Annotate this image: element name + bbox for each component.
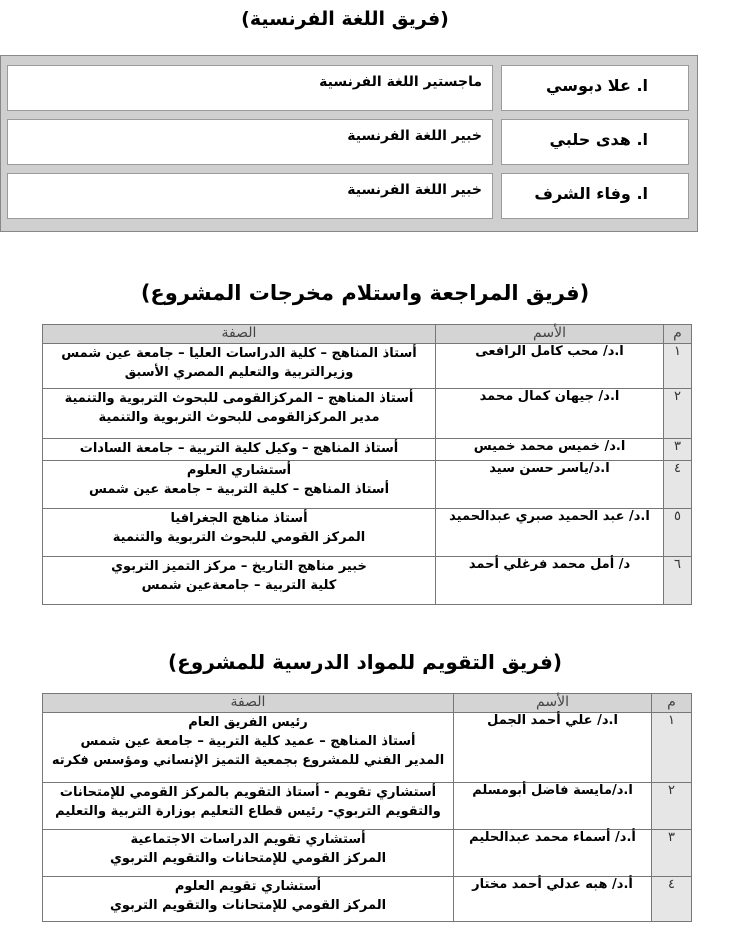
row-role: أستاذ المناهج – وكيل كلية التربية – جامعة السادات [43,439,436,461]
row-num: ١ [652,713,692,783]
table-row [43,344,692,389]
header-role: الصفة [43,325,436,344]
row-role: أستشاري تقويم الدراسات الاجتماعية المركز القومي للإمتحانات والتقويم التربوي [43,830,454,877]
row-role: أستشاري تقويم - أستاذ التقويم بالمركز القومي للإمتحانات والتقويم التربوي- رئيس قطاع التعليم بوزارة التربية والتعليم [43,783,454,830]
french-name-cell: ا. وفاء الشرف [501,173,689,219]
french-name-cell: ا. علا دبوسي [501,65,689,111]
french-name-cell: ا. هدى حلبي [501,119,689,165]
header-num: م [652,694,692,713]
french-role-cell: خبير اللغة الفرنسية [7,119,493,165]
row-role: أستاذ المناهج – كلية الدراسات العليا – جامعة عين شمس وزيرالتربية والتعليم المصري الأسبق [43,344,436,389]
row-num: ١ [664,344,692,389]
table-row [43,557,692,605]
row-name: ا.د/ عبد الحميد صبري عبدالحميد [436,509,664,557]
eval-team-heading: (فريق التقويم للمواد الدرسية للمشروع) [168,650,562,674]
row-name: ا.د/ محب كامل الرافعى [436,344,664,389]
table-row [43,509,692,557]
row-name: أ.د/ أسماء محمد عبدالحليم [454,830,652,877]
table-header-row [43,694,692,713]
french-team-heading: (فريق اللغة الفرنسية) [241,8,449,30]
eval-team-table [42,693,692,922]
row-num: ٣ [664,439,692,461]
table-row [43,830,692,877]
french-role-cell: ماجستير اللغة الفرنسية [7,65,493,111]
table-row [43,713,692,783]
table-row [43,877,692,922]
row-role: خبير مناهج التاريخ – مركز التميز التربوي كلية التربية – جامعةعين شمس [43,557,436,605]
review-team-table [42,324,692,605]
row-name: ا.د/مايسة فاضل أبومسلم [454,783,652,830]
table-row [43,783,692,830]
table-row [43,439,692,461]
row-name: أ.د/ هبه عدلي أحمد مختار [454,877,652,922]
header-num: م [664,325,692,344]
row-num: ٢ [664,389,692,439]
table-row [43,461,692,509]
table-header-row [43,325,692,344]
row-role: أستاذ مناهج الجغرافيا المركز القومي للبحوث التربوية والتنمية [43,509,436,557]
row-num: ٥ [664,509,692,557]
row-name: ا.د/ خميس محمد خميس [436,439,664,461]
row-role: رئيس الفريق العام أستاذ المناهج – عميد كلية التربية – جامعة عين شمس المدير الفني للمشروع بجمعية التميز الإنساني ومؤسس فكرته [43,713,454,783]
row-num: ٢ [652,783,692,830]
review-team-heading: (فريق المراجعة واستلام مخرجات المشروع) [140,281,590,305]
french-team-box [0,55,698,232]
row-name: ا.د/ جيهان كمال محمد [436,389,664,439]
header-name: الأسم [454,694,652,713]
header-role: الصفة [43,694,454,713]
row-role: أستاذ المناهج – المركزالقومى للبحوث التربوية والتنمية مدير المركزالقومى للبحوث التربوية والتنمية [43,389,436,439]
row-num: ٤ [664,461,692,509]
french-role-cell: خبير اللغة الفرنسية [7,173,493,219]
row-name: د/ أمل محمد فرغلي أحمد [436,557,664,605]
row-role: أستشاري العلوم أستاذ المناهج – كلية التربية – جامعة عين شمس [43,461,436,509]
row-num: ٦ [664,557,692,605]
row-name: ا.د/ياسر حسن سيد [436,461,664,509]
row-role: أستشاري تقويم العلوم المركز القومي للإمتحانات والتقويم التربوي [43,877,454,922]
table-row [43,389,692,439]
row-name: ا.د/ علي أحمد الجمل [454,713,652,783]
header-name: الأسم [436,325,664,344]
row-num: ٤ [652,877,692,922]
row-num: ٣ [652,830,692,877]
